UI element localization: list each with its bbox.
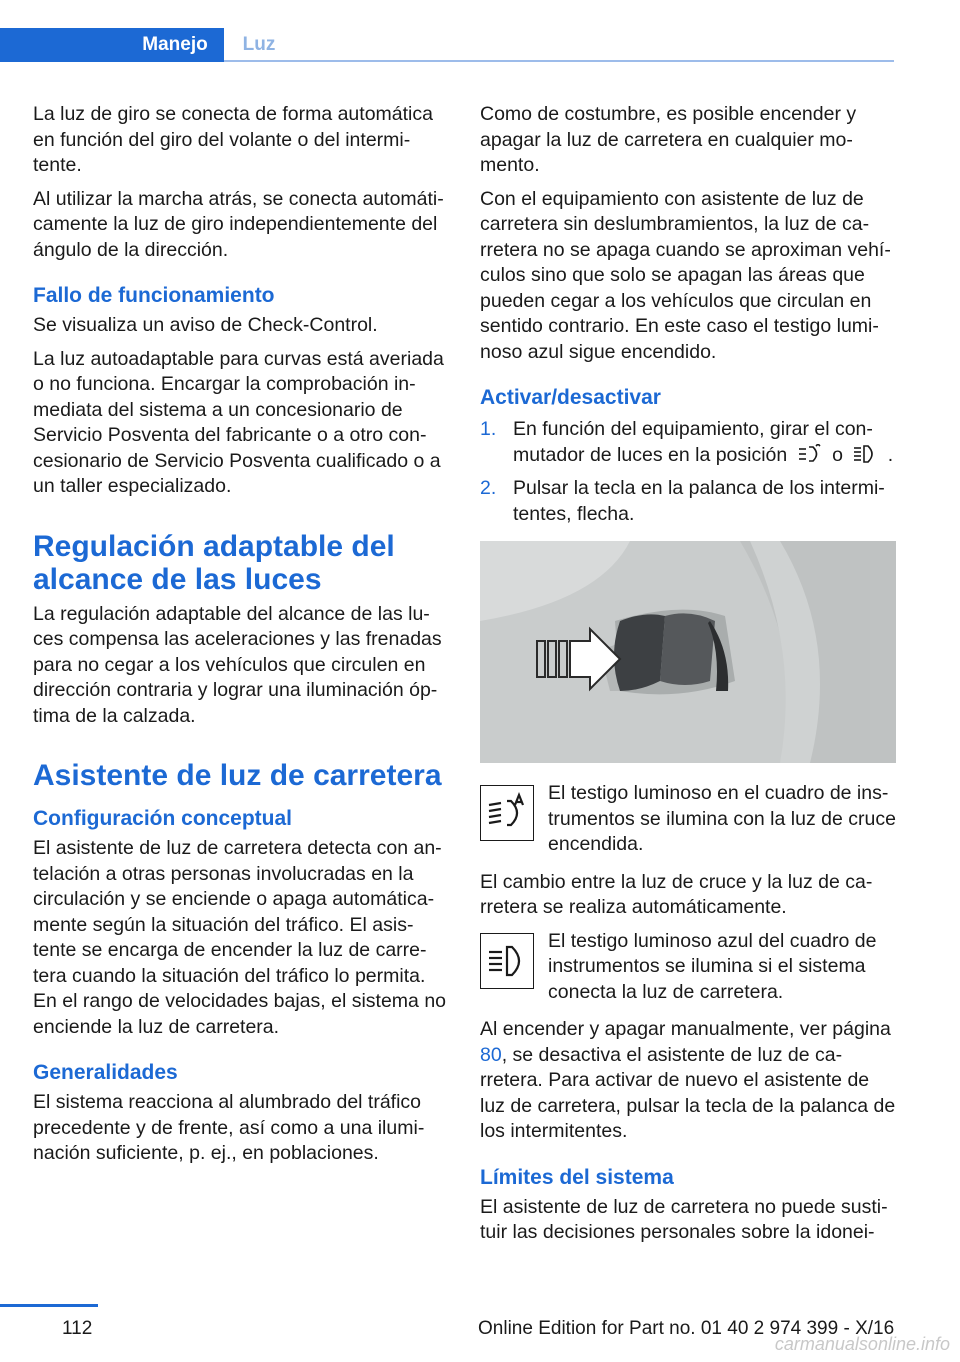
step-number: 1. [480, 418, 497, 440]
paragraph-antiglare: Con el equipamiento con asistente de luz de carretera sin deslumbramientos, la luz de carretera no se apaga cuando se aproximan vehículos sino que solo se apagan las áreas que pueden cegar a los vehículos que circulan en sentido contrario. En este caso el testigo luminoso azul sigue encendido. [480, 187, 891, 363]
page-number: 112 [62, 1318, 93, 1339]
heading-generalidades: Generalidades [33, 1061, 178, 1084]
header-tab-manejo[interactable]: Manejo [126, 28, 224, 62]
stalk-photo [480, 541, 896, 763]
step-text: En función del equipamiento, girar el conmutador de luces en la posición o . [513, 418, 894, 466]
heading-asistente: Asistente de luz de carretera [33, 759, 442, 792]
paragraph-configuracion: El asistente de luz de carretera detecta con antelación a otras personas involucradas en la circulación y se enciende o apaga automáticamente según la situación del tráfico. El asistente se encarga de encender la luz de carretera cuando la situación del tráfico lo permita. En el rango de velocidades bajas, el sistema no enciende la luz de carretera. [33, 837, 447, 1038]
indicator-high-beam-text: El testigo luminoso azul del cuadro de instrumentos se ilumina si el sistema conecta la luz de carretera. [548, 929, 877, 1003]
auto-high-beam-icon [797, 444, 823, 464]
steps-list [480, 417, 896, 527]
header-tab-luz[interactable]: Luz [242, 34, 276, 55]
paragraph-manual: Como de costumbre, es posible encender y apagar la luz de carretera en cualquier momento. [480, 103, 857, 176]
header-rule [224, 60, 894, 62]
high-beam-icon [852, 444, 878, 464]
paragraph-limites: El asistente de luz de carretera no puede sustituir las decisiones personales sobre la idonei- [480, 1195, 888, 1243]
step-text: Pulsar la tecla en la palanca de los intermitentes, flecha. [513, 477, 885, 525]
heading-configuracion: Configuración conceptual [33, 807, 293, 830]
auto-low-beam-indicator-icon [480, 785, 534, 841]
left-column [33, 102, 448, 1167]
paragraph-reverse: Al utilizar la marcha atrás, se conecta automáticamente la luz de giro independientemente del ángulo de la dirección. [33, 187, 444, 261]
indicator-low-beam [480, 781, 896, 858]
footer-rule [0, 1304, 98, 1307]
paragraph-regulacion: La regulación adaptable del alcance de las luces compensa las aceleraciones y las frenadas para no cegar a los vehículos que circulen en dirección contraria y lograr una iluminación óptima de la calzada. [33, 602, 442, 727]
header-bar [0, 28, 126, 62]
step-1 [480, 417, 896, 468]
paragraph-turn-light: La luz de giro se conecta de forma automática en función del giro del volante o del intermitente. [33, 103, 433, 176]
paragraph-fault: La luz autoadaptable para curvas está averiada o no funciona. Encargar la comprobación inmediata del sistema a un concesionario de Servicio Posventa del fabricante o a otro concesionario de Servicio Posventa cualificado o a un taller especializado. [33, 347, 444, 497]
paragraph-switch: El cambio entre la luz de cruce y la luz de carretera se realiza automáticamente. [480, 870, 873, 918]
step-2 [480, 476, 896, 527]
stalk-illustration [480, 541, 896, 763]
step-number: 2. [480, 477, 497, 499]
high-beam-indicator-icon [480, 933, 534, 989]
indicator-high-beam [480, 929, 896, 1006]
paragraph-generalidades: El sistema reacciona al alumbrado del tráfico precedente y de frente, así como a una iluminación suficiente, p. ej., en poblaciones. [33, 1091, 425, 1164]
right-column [480, 102, 896, 1246]
heading-limites: Límites del sistema [480, 1165, 674, 1189]
heading-activar: Activar/desactivar [480, 386, 661, 409]
paragraph-manual-override: Al encender y apagar manualmente, ver página 80, se desactiva el asistente de luz de carretera. Para activar de nuevo el asistente de luz de carretera, pulsar la tecla de la palanca de los intermitentes. [480, 1018, 896, 1142]
indicator-low-beam-text: El testigo luminoso en el cuadro de instrumentos se ilumina con la luz de cruce encendida. [548, 782, 896, 855]
paragraph-check-control: Se visualiza un aviso de Check-Control. [33, 314, 378, 336]
watermark: carmanualsonline.info [774, 1334, 950, 1354]
heading-regulacion: Regulación adaptable del alcance de las luces [33, 529, 395, 596]
page-link-80[interactable]: 80 [480, 1043, 502, 1066]
heading-fallo: Fallo de funcionamiento [33, 284, 275, 307]
footer-edition: Online Edition for Part no. 01 40 2 974 399 - X/16 [478, 1318, 895, 1339]
